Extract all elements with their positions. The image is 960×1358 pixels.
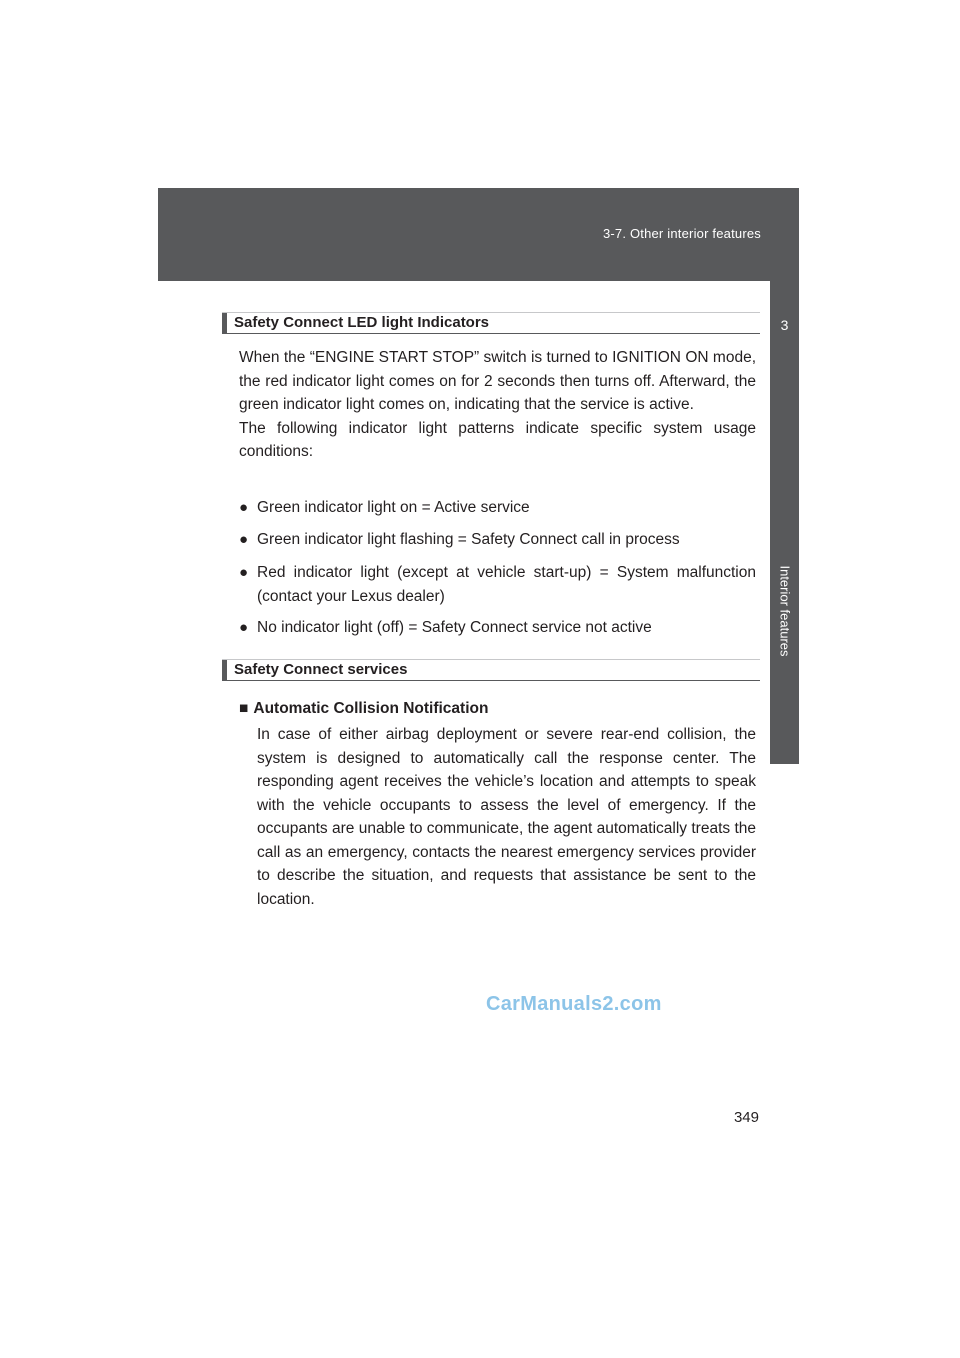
patterns-intro-text: The following indicator light patterns indicate specific system usage conditions: bbox=[239, 419, 756, 460]
chapter-tab bbox=[770, 281, 799, 764]
list-item: ● Red indicator light (except at vehicle start-up) = System malfunction (contact your Lexus dealer) bbox=[239, 561, 756, 608]
page-number: 349 bbox=[733, 1109, 759, 1126]
body-paragraph bbox=[257, 723, 756, 911]
bullet-icon: ● bbox=[239, 531, 249, 548]
heading-bar bbox=[222, 660, 227, 680]
list-item: ● No indicator light (off) = Safety Connect service not active bbox=[239, 616, 756, 640]
body-text: In case of either airbag deployment or severe rear-end collision, the system is designed to automatically call the response center. The responding agent receives the vehicle’s location and attempts to speak with the vehicle occupants to assess the level of emergency. If the occupants are unable to communicate, the agent automatically treats the call as an emergency, contacts the nearest emergency services provider to describe the situation, and requests that assistance be sent to the location. bbox=[257, 726, 756, 908]
section-heading-services bbox=[222, 659, 760, 681]
intro-paragraph bbox=[239, 346, 756, 464]
intro-text: When the “ENGINE START STOP” switch is turned to IGNITION ON mode, the red indicator light comes on for 2 seconds then turns off. Afterward, the green indicator light comes on, indicating that the service is active. bbox=[239, 349, 756, 413]
chapter-number: 3 bbox=[780, 317, 789, 333]
header-band bbox=[158, 188, 799, 281]
section-heading-title: Safety Connect services bbox=[234, 661, 408, 678]
bullet-icon: ● bbox=[239, 499, 249, 516]
list-item: ● Green indicator light on = Active service bbox=[239, 496, 756, 520]
square-bullet-icon: ■ bbox=[239, 700, 249, 717]
subheading-text: Automatic Collision Notification bbox=[253, 700, 489, 717]
section-title: 3-7. Other interior features bbox=[602, 226, 761, 241]
bullet-icon: ● bbox=[239, 619, 249, 636]
section-heading-title: Safety Connect LED light Indicators bbox=[234, 314, 490, 331]
chapter-title: Interior features bbox=[777, 565, 792, 657]
section-heading-led-indicators bbox=[222, 312, 760, 334]
watermark: CarManuals2.com bbox=[486, 993, 662, 1015]
bullet-icon: ● bbox=[239, 564, 249, 581]
subheading bbox=[239, 697, 756, 720]
list-item: ● Green indicator light flashing = Safety Connect call in process bbox=[239, 528, 756, 552]
heading-bar bbox=[222, 313, 227, 333]
